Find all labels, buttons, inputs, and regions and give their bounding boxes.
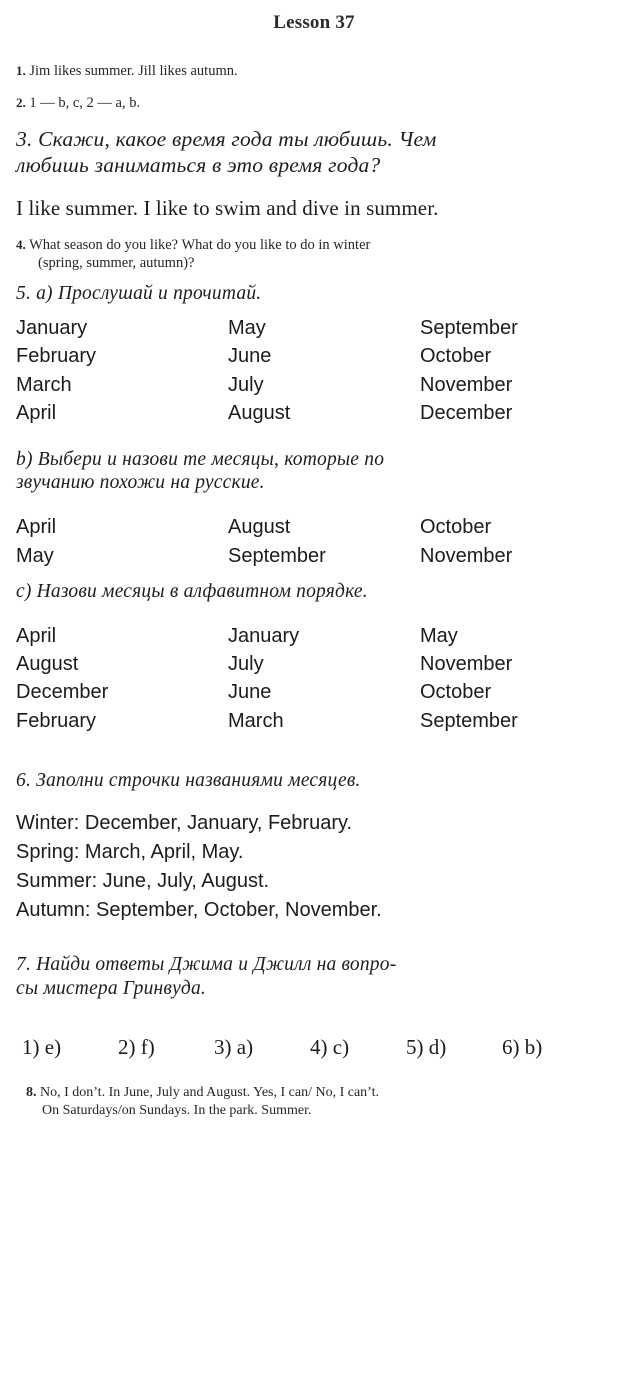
season-line: Winter: December, January, February. bbox=[16, 812, 353, 835]
month-cell: May bbox=[420, 624, 458, 647]
task-5b-column-3 bbox=[420, 513, 512, 570]
month-cell: January bbox=[16, 317, 88, 340]
month-cell: June bbox=[228, 345, 272, 368]
month-cell: August bbox=[228, 516, 291, 539]
month-cell: March bbox=[16, 373, 72, 396]
task-5a-column-3 bbox=[420, 314, 518, 428]
task-3-line-2: любишь заниматься в это время года? bbox=[16, 153, 381, 178]
month-cell: April bbox=[16, 516, 57, 539]
season-line: Autumn: September, October, November. bbox=[16, 899, 382, 922]
task-7-label-line-1: 7. Найди ответы Джима и Джилл на вопро- bbox=[16, 954, 397, 976]
task-1-text: Jim likes summer. Jill likes autumn. bbox=[29, 63, 238, 79]
task-4-line-2 bbox=[16, 254, 614, 272]
task-4-text-2: (spring, summer, autumn)? bbox=[38, 255, 195, 272]
task-8-text-2: On Saturdays/on Sundays. In the park. Summer. bbox=[42, 1102, 312, 1118]
task-7-answers bbox=[16, 1035, 614, 1060]
task-5a-months-table bbox=[16, 314, 614, 428]
month-cell: June bbox=[228, 681, 272, 704]
month-cell: September bbox=[420, 317, 518, 340]
month-cell: April bbox=[16, 402, 57, 425]
task-2-text: 1 — b, c, 2 — a, b. bbox=[29, 95, 141, 112]
answer-pair: 1) e) bbox=[22, 1034, 62, 1059]
month-cell: November bbox=[420, 544, 513, 567]
task-8-text-1: No, I don’t. In June, July and August. Yes, I can/ No, I can’t. bbox=[40, 1084, 379, 1100]
task-6-label: 6. Заполни строчки названиями месяцев. bbox=[16, 770, 361, 792]
month-cell: May bbox=[16, 544, 54, 567]
task-5a-label: 5. a) Прослушай и прочитай. bbox=[16, 283, 262, 305]
task-4-number: 4. bbox=[16, 236, 26, 252]
season-line: Summer: June, July, August. bbox=[16, 870, 270, 893]
answer-pair: 5) d) bbox=[406, 1034, 447, 1059]
task-5b-label-line-2: звучанию похожи на русские. bbox=[16, 472, 265, 494]
month-cell: September bbox=[228, 544, 326, 567]
task-4-text-1: What season do you like? What do you like to do in winter bbox=[29, 236, 371, 253]
task-5c-column-3 bbox=[420, 622, 518, 736]
task-5a-column-1 bbox=[16, 314, 228, 428]
answer-pair: 4) c) bbox=[310, 1034, 350, 1059]
task-2-number: 2. bbox=[16, 95, 26, 111]
task-5c-months-table bbox=[16, 622, 614, 736]
answer-pair: 3) a) bbox=[214, 1034, 254, 1059]
month-cell: July bbox=[228, 653, 264, 676]
month-cell: February bbox=[16, 709, 97, 732]
month-cell: January bbox=[228, 624, 300, 647]
task-8 bbox=[16, 1084, 614, 1120]
month-cell: December bbox=[420, 402, 513, 425]
task-6-answers bbox=[16, 809, 614, 925]
month-cell: December bbox=[16, 681, 109, 704]
task-5c-label: c) Назови месяцы в алфавитном порядке. bbox=[16, 580, 368, 602]
month-cell: July bbox=[228, 373, 264, 396]
month-cell: February bbox=[16, 345, 97, 368]
task-5c-column-1 bbox=[16, 622, 228, 736]
task-3-line-1: 3. Скажи, какое время года ты любишь. Чем bbox=[16, 127, 437, 152]
month-cell: August bbox=[16, 653, 79, 676]
month-cell: October bbox=[420, 516, 492, 539]
month-cell: October bbox=[420, 345, 492, 368]
month-cell: September bbox=[420, 709, 518, 732]
task-7-label-line-2: сы мистера Гринвуда. bbox=[16, 977, 206, 999]
task-3-answer: I like summer. I like to swim and dive in summer. bbox=[16, 195, 439, 220]
task-5b-months-table bbox=[16, 513, 614, 570]
task-5b-label-line-1: b) Выбери и назови те месяцы, которые по bbox=[16, 448, 385, 470]
task-5b-column-1 bbox=[16, 513, 228, 570]
month-cell: March bbox=[228, 709, 284, 732]
page-body bbox=[0, 34, 628, 1120]
task-5a-column-2 bbox=[228, 314, 420, 428]
month-cell: April bbox=[16, 624, 57, 647]
task-5b-column-2 bbox=[228, 513, 420, 570]
task-5c-column-2 bbox=[228, 622, 420, 736]
task-1-number: 1. bbox=[16, 63, 26, 78]
month-cell: November bbox=[420, 653, 513, 676]
month-cell: August bbox=[228, 402, 291, 425]
page-title: Lesson 37 bbox=[273, 12, 355, 33]
month-cell: May bbox=[228, 317, 266, 340]
task-1 bbox=[16, 62, 614, 80]
worksheet-page bbox=[0, 12, 628, 1381]
answer-pair: 6) b) bbox=[502, 1034, 543, 1059]
task-2 bbox=[16, 94, 614, 112]
answer-pair: 2) f) bbox=[118, 1034, 155, 1059]
task-4-line-1 bbox=[16, 236, 614, 254]
season-line: Spring: March, April, May. bbox=[16, 841, 244, 864]
month-cell: October bbox=[420, 681, 492, 704]
month-cell: November bbox=[420, 373, 513, 396]
task-8-number: 8. bbox=[26, 1084, 37, 1100]
